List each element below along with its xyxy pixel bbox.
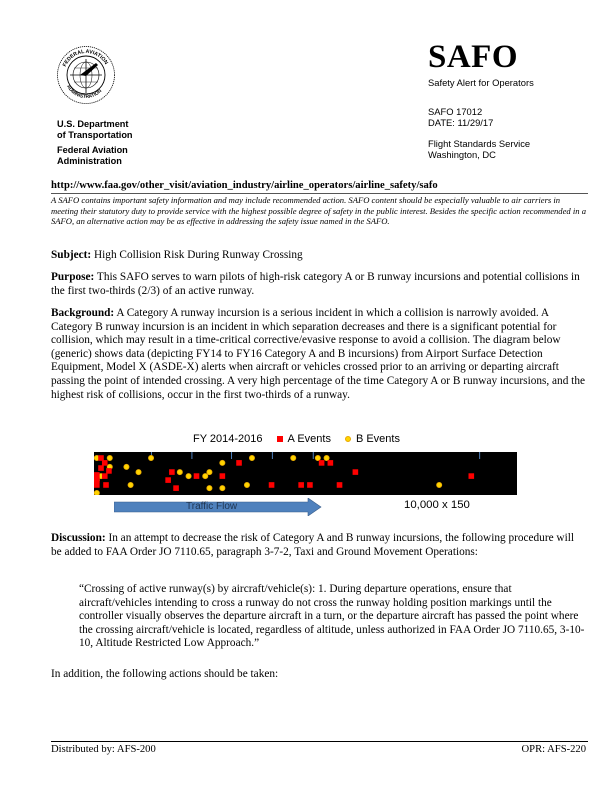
b-event-point xyxy=(203,473,208,478)
purpose-text: This SAFO serves to warn pilots of high-risk category A or B runway incursions and potential collisions in the first two-thirds (2/3) of an active runway. xyxy=(51,271,580,297)
procedure-quote: “Crossing of active runway(s) by aircraft/vehicle(s): 1. During departure operations, ensure that aircraft/vehicles intending to cross a runway do not cross the runway holding position markings until the controller visually observes the departure aircraft in a turn, or the departure aircraft has passed the point where the crossing aircraft/vehicle is located, regardless of altitude, unless authorized in FAA Order JO 7110.65, 3-10-10, Altitude Restricted Low Approach.” xyxy=(79,583,585,650)
discussion-label: Discussion: xyxy=(51,532,106,544)
a-event-point xyxy=(103,482,109,488)
a-event-point xyxy=(94,472,100,478)
a-event-point xyxy=(337,482,343,488)
a-event-point xyxy=(98,455,104,461)
traffic-flow-label: Traffic Flow xyxy=(186,501,238,512)
safo-meta xyxy=(428,106,530,160)
b-event-point xyxy=(315,455,320,460)
b-event-point xyxy=(136,469,141,474)
a-event-point xyxy=(102,460,108,466)
safo-number: SAFO 17012 xyxy=(428,106,483,117)
diagram-legend xyxy=(193,433,400,445)
a-event-point xyxy=(353,469,359,475)
a-event-point xyxy=(307,482,313,488)
office-line: Flight Standards Service xyxy=(428,138,531,149)
purpose-paragraph xyxy=(51,271,587,298)
a-event-point xyxy=(269,482,275,488)
svg-text:FEDERAL AVIATION: FEDERAL AVIATION xyxy=(61,48,109,68)
safo-date: DATE: 11/29/17 xyxy=(428,117,494,128)
a-event-point xyxy=(102,473,108,479)
background-label: Background: xyxy=(51,307,115,319)
subject-paragraph xyxy=(51,249,587,263)
a-event-point xyxy=(236,460,242,466)
a-event-point xyxy=(328,460,334,466)
disclaimer-text: A SAFO contains important safety information and may include recommended action. SAFO content should be especially valuable to air carriers in meeting their statutory duty to provide service with the highest possible degree of safety in the public interest. Besides the specific action recommended in a SAFO, an alternative action may be as effective in addressing the safety issue named in the SAFO. xyxy=(51,195,586,227)
runway-events-plot xyxy=(94,452,517,495)
b-event-point xyxy=(94,490,99,495)
footer-divider xyxy=(51,741,588,742)
a-event-point xyxy=(169,469,175,475)
b-event-point xyxy=(107,455,112,460)
a-event-point xyxy=(173,485,179,491)
b-event-point xyxy=(291,455,296,460)
subject-text: High Collision Risk During Runway Crossing xyxy=(91,249,303,261)
b-event-point xyxy=(220,460,225,465)
b-event-legend-icon xyxy=(345,436,351,442)
safo-url-link[interactable]: http://www.faa.gov/other_visit/aviation_industry/airline_operators/airline_safety/safo xyxy=(51,180,438,191)
distributed-by: Distributed by: AFS-200 xyxy=(51,744,156,755)
a-event-point xyxy=(106,468,112,474)
a-event-point xyxy=(94,482,100,488)
purpose-label: Purpose: xyxy=(51,271,95,283)
diagram-title: FY 2014-2016 xyxy=(193,433,263,445)
b-event-point xyxy=(220,486,225,491)
a-event-point xyxy=(319,460,325,466)
discussion-text: In an attempt to decrease the risk of Category A and B runway incursions, the following procedure will be added to FAA Order JO 7110.65, paragraph 3-7-2, Taxi and Ground Movement Operations: xyxy=(51,532,575,558)
background-paragraph xyxy=(51,307,587,402)
b-event-point xyxy=(244,482,249,487)
legend-b-label: B Events xyxy=(355,433,400,445)
a-event-point xyxy=(220,473,226,479)
discussion-paragraph xyxy=(51,532,587,559)
a-event-point xyxy=(194,473,200,479)
b-event-point xyxy=(207,469,212,474)
runway-diagram xyxy=(94,452,517,495)
department-block xyxy=(57,119,133,167)
b-event-point xyxy=(177,469,182,474)
department-line: of Transportation xyxy=(57,130,133,140)
runway-dimensions: 10,000 x 150 xyxy=(404,499,470,511)
safo-title: SAFO xyxy=(428,39,519,75)
a-event-point xyxy=(98,465,104,471)
header-divider xyxy=(51,193,588,194)
agency-line: Administration xyxy=(57,156,122,166)
subject-label: Subject: xyxy=(51,249,92,261)
safo-subtitle: Safety Alert for Operators xyxy=(428,77,534,88)
department-line: U.S. Department xyxy=(57,119,129,129)
legend-a-label: A Events xyxy=(287,433,331,445)
office-line: Washington, DC xyxy=(428,149,496,160)
opr-code: OPR: AFS-220 xyxy=(521,744,586,755)
background-text: A Category A runway incursion is a serious incident in which a collision is narrowly avoided. A Category B runway incursion is an incident in which separation decreases and there is a significant potential for collision, which may result in a time-critical corrective/evasive response to avoid a collision. The diagram below (generic) shows data (depicting FY14 to FY16 Category A and B incursions) from Airport Surface Detection Equipment, Model X (ASDE-X) alerts when aircraft or vehicles crossed prior to an arriving or departing aircraft passing the point of intended crossing. A very high percentage of the time Category A or B runway incursions, and the highest risk of collisions, occur in the first two-thirds of a runway. xyxy=(51,307,585,401)
a-event-legend-icon xyxy=(277,436,283,442)
a-event-point xyxy=(94,477,100,483)
b-event-point xyxy=(324,455,329,460)
agency-line: Federal Aviation xyxy=(57,145,128,155)
a-event-point xyxy=(469,473,475,479)
a-event-point xyxy=(298,482,304,488)
b-event-point xyxy=(437,482,442,487)
b-event-point xyxy=(148,455,153,460)
b-event-point xyxy=(249,455,254,460)
b-event-point xyxy=(128,482,133,487)
a-event-point xyxy=(165,477,171,483)
b-event-point xyxy=(207,486,212,491)
addition-text: In addition, the following actions should be taken: xyxy=(51,668,279,680)
b-event-point xyxy=(186,473,191,478)
faa-seal-logo xyxy=(56,45,116,105)
b-event-point xyxy=(124,464,129,469)
svg-text:ADMINISTRATION: ADMINISTRATION xyxy=(65,84,104,101)
